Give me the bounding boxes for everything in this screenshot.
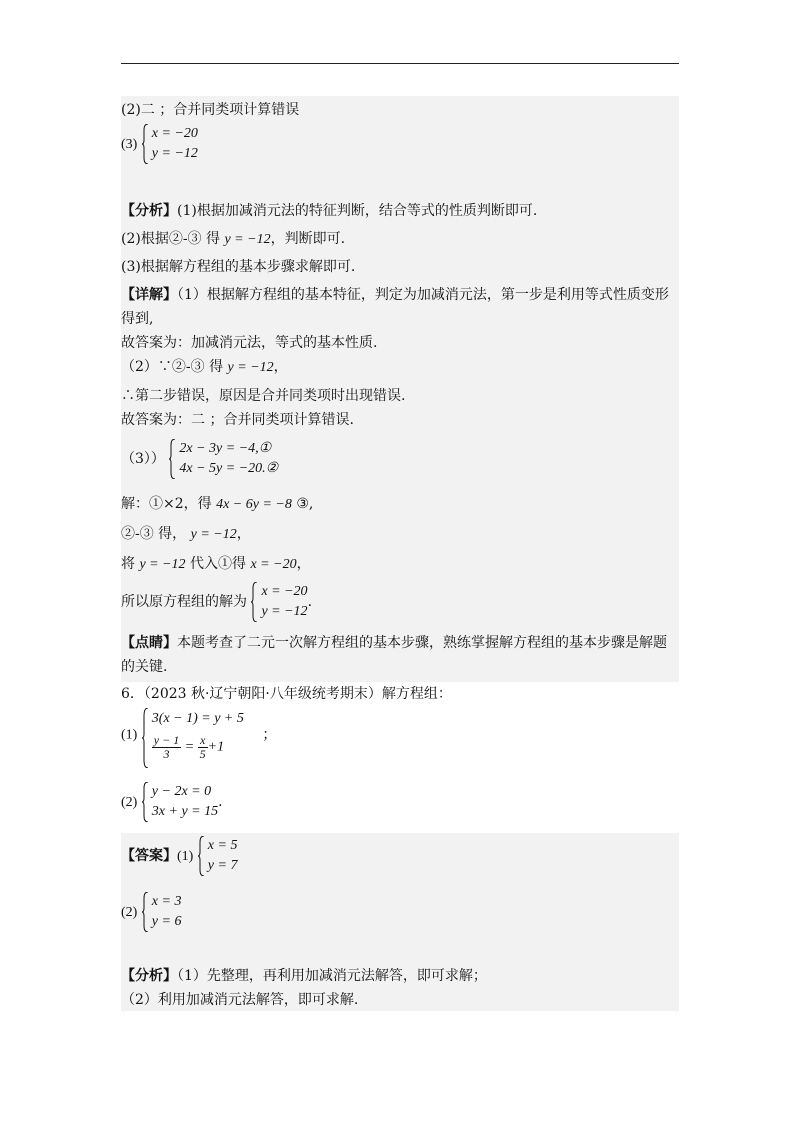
math: y = −12 bbox=[224, 232, 271, 247]
equation-row: x = −20 bbox=[151, 126, 198, 141]
analysis-2-line-2 bbox=[121, 990, 358, 1010]
text: （2）利用加减消元法解答，即可求解. bbox=[121, 992, 359, 1008]
answer-part-2b bbox=[121, 892, 181, 932]
denominator: 5 bbox=[199, 747, 206, 761]
text: (3)根据解方程组的基本步骤求解即可. bbox=[121, 259, 356, 275]
part-label: (2) bbox=[121, 795, 138, 810]
text: ； bbox=[262, 726, 277, 743]
fraction bbox=[152, 734, 181, 761]
answer-part-1 bbox=[121, 836, 237, 876]
math: 4x − 6y = −8 bbox=[216, 497, 292, 512]
text: （2）∵②-③ 得 bbox=[121, 359, 224, 375]
equation-row: x = 5 bbox=[207, 838, 238, 853]
solution-step-1 bbox=[121, 494, 313, 515]
text: ， bbox=[273, 359, 288, 375]
section-tag: 【详解】 bbox=[121, 287, 177, 303]
equation-row: 3x + y = 15 bbox=[151, 804, 219, 819]
text: (2)根据②-③ 得 bbox=[121, 231, 221, 247]
equation-row: y = −12 bbox=[151, 146, 198, 161]
equation-system bbox=[142, 892, 182, 932]
section-tag: 【分析】 bbox=[121, 968, 177, 984]
brace-icon bbox=[142, 124, 148, 164]
equation-system bbox=[251, 582, 307, 622]
brace-icon bbox=[251, 582, 257, 622]
header-rule bbox=[121, 63, 679, 64]
question-6-stem bbox=[121, 684, 452, 704]
math: x = −20 bbox=[250, 557, 297, 572]
detail-answer-2 bbox=[121, 410, 354, 430]
detail-line-3 bbox=[121, 439, 278, 479]
text: (1)根据加减消元法的特征判断，结合等式的性质判断即可. bbox=[177, 203, 538, 219]
part-label: （3）） bbox=[121, 451, 165, 467]
equation-system bbox=[142, 124, 198, 164]
detail-answer-1 bbox=[121, 333, 377, 353]
detail-line-1 bbox=[121, 285, 669, 305]
text: （1）根据解方程组的基本特征，判定为加减消元法，第一步是利用等式性质变形 bbox=[177, 287, 669, 303]
text: ， bbox=[296, 556, 311, 572]
equation-row: x = −20 bbox=[261, 584, 308, 599]
math: y = −12 bbox=[190, 527, 237, 542]
equation-system bbox=[169, 439, 278, 479]
equation-row: 3(x − 1) = y + 5 bbox=[151, 711, 244, 726]
math: +1 bbox=[207, 739, 225, 755]
text: . bbox=[307, 594, 313, 610]
answer-part-3 bbox=[121, 124, 198, 164]
equation-row: x = 3 bbox=[151, 894, 182, 909]
text: 解：①×2，得 bbox=[121, 496, 212, 512]
brace-icon bbox=[142, 708, 148, 768]
denominator: 3 bbox=[163, 747, 170, 761]
brace-icon bbox=[142, 892, 148, 932]
text: 6．（2023 秋·辽宁朝阳·八年级统考期末）解方程组： bbox=[121, 686, 452, 702]
math: = bbox=[184, 739, 195, 755]
math: y = −12 bbox=[139, 557, 186, 572]
section-tag: 【点睛】 bbox=[121, 635, 177, 651]
question-6-part-1 bbox=[121, 708, 276, 761]
brace-icon bbox=[142, 782, 148, 822]
text: ∴第二步错误，原因是合并同类项时出现错误. bbox=[121, 388, 406, 404]
brace-icon bbox=[198, 836, 204, 876]
text: 将 bbox=[121, 556, 135, 572]
text: 本题考查了二元一次解方程组的基本步骤，熟练掌握解方程组的基本步骤是解题 bbox=[177, 635, 667, 651]
analysis-2-line-1 bbox=[121, 966, 487, 986]
text: ，判断即可. bbox=[270, 231, 346, 247]
equation-row: y = −12 bbox=[261, 604, 308, 619]
brace-icon bbox=[169, 439, 175, 479]
solution-step-2 bbox=[121, 524, 251, 545]
part-label: (3) bbox=[121, 137, 138, 152]
text: 故答案为：二 ；合并同类项计算错误. bbox=[121, 412, 354, 428]
numerator: x bbox=[198, 734, 208, 748]
answer-text: 合并同类项计算错误 bbox=[173, 102, 300, 118]
analysis-line-3 bbox=[121, 257, 355, 277]
text: 得到, bbox=[121, 311, 154, 327]
section-tag: 【答案】 bbox=[121, 848, 177, 864]
analysis-line-1 bbox=[121, 201, 537, 221]
solution-step-4 bbox=[121, 582, 312, 622]
equation-system bbox=[142, 708, 244, 761]
equation-row: 4x − 5y = −20.② bbox=[179, 461, 279, 476]
comment-line-2 bbox=[121, 657, 167, 677]
comment-line-1 bbox=[121, 633, 667, 653]
equation-row: 2x − 3y = −4,① bbox=[179, 441, 272, 456]
equation-row bbox=[152, 730, 244, 761]
fraction bbox=[198, 734, 208, 761]
detail-line-1b bbox=[121, 309, 153, 329]
text: ③, bbox=[296, 496, 314, 512]
part-label: (2) bbox=[121, 905, 138, 920]
solution-step-3 bbox=[121, 554, 311, 575]
text: ②-③ 得， bbox=[121, 526, 187, 542]
text: 代入①得 bbox=[190, 556, 247, 572]
text: （1）先整理，再利用加减消元法解答，即可求解； bbox=[177, 968, 487, 984]
analysis-line-2 bbox=[121, 229, 345, 250]
equation-row: y = 7 bbox=[207, 858, 238, 873]
equation-row: y = 6 bbox=[151, 914, 182, 929]
detail-line-2c bbox=[121, 386, 405, 406]
text: 的关键. bbox=[121, 659, 168, 675]
equation-system bbox=[142, 782, 218, 822]
section-tag: 【分析】 bbox=[121, 203, 177, 219]
equation-system bbox=[198, 836, 238, 876]
question-6-part-2 bbox=[121, 782, 223, 822]
numerator: y − 1 bbox=[153, 733, 180, 747]
answer-part-2 bbox=[121, 100, 299, 120]
equation-row: y − 2x = 0 bbox=[151, 784, 212, 799]
detail-line-2 bbox=[121, 357, 288, 378]
part-label: (1) bbox=[121, 727, 138, 743]
part-label: (2)二 ； bbox=[121, 102, 174, 118]
text: 所以原方程组的解为 bbox=[121, 594, 247, 610]
text: 故答案为：加减消元法，等式的基本性质. bbox=[121, 335, 378, 351]
part-label: (1) bbox=[177, 849, 194, 864]
math: y = −12 bbox=[227, 360, 274, 375]
text: . bbox=[218, 794, 223, 810]
text: ， bbox=[236, 526, 251, 542]
